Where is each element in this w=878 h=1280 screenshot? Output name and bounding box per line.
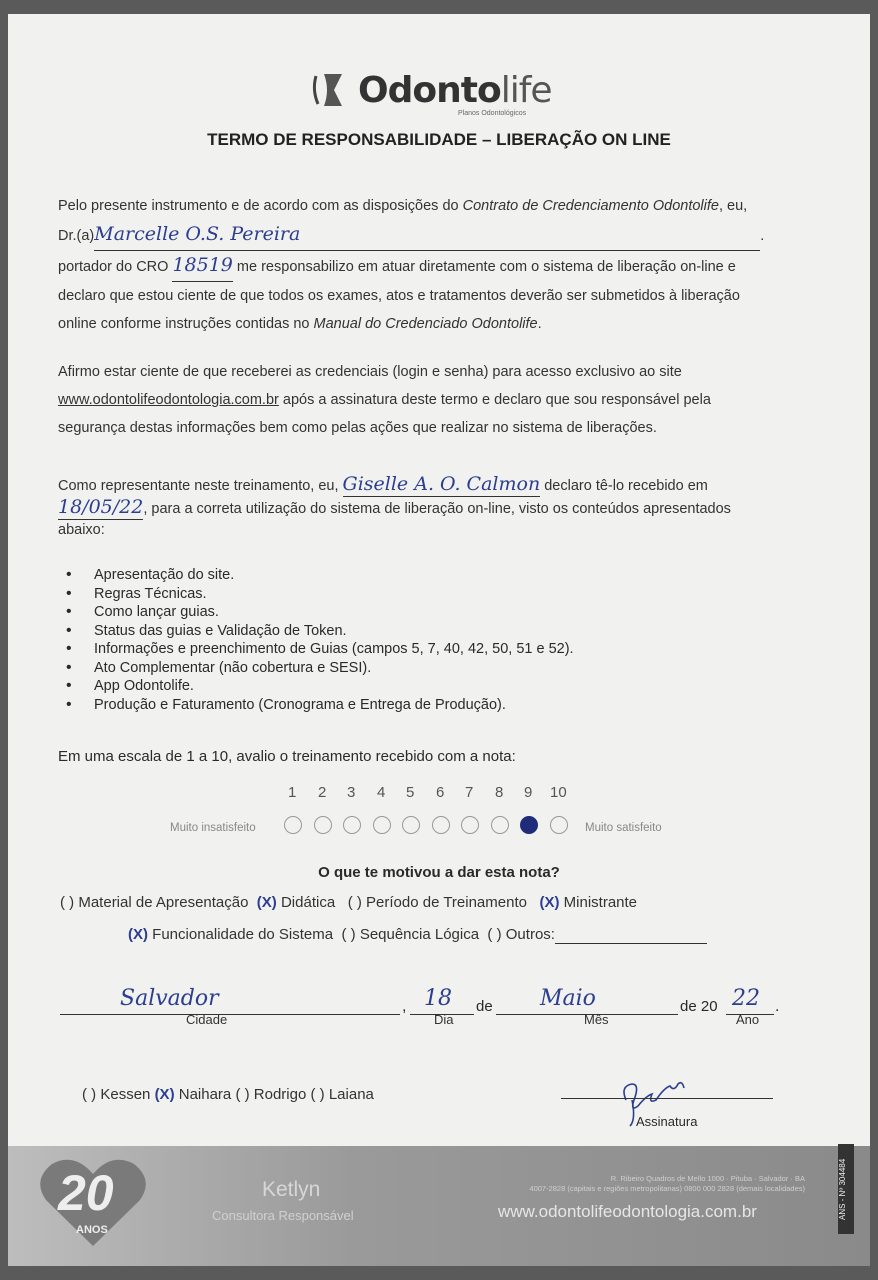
list-item: • Status das guias e Validação de Token. — [66, 622, 574, 641]
scale-number: 9 — [524, 784, 533, 801]
training-date-field: 18/05/22 — [58, 496, 144, 518]
tooth-logo-icon — [308, 68, 352, 112]
scale-number: 10 — [550, 784, 567, 801]
city-field: Salvador — [120, 986, 219, 1011]
list-item: • Informações e preenchimento de Guias (campos 5, 7, 40, 42, 50, 51 e 52). — [66, 640, 574, 659]
document-sheet: Odontolife Planos Odontológicos TERMO DE RESPONSABILIDADE – LIBERAÇÃO ON LINE Pelo presente instrumento e de acordo com as disposições do Contrato de Credenciamento Odontolife, eu, Dr.(a)Marcelle O.S. Pereira . portador do CRO 18519 me responsabilizo em atuar diretamente com o sistema de liberação on-line e declaro que estou ciente de que todos os exames, atos e tratamentos deverão ser submetidos à liberação online conforme instruções contidas no Manual do Credenciado Odontolife. Afirmo estar ciente de que receberei as credenciais (login e senha) para acesso exclusivo ao site www.odontolifeodontologia.com.br após a assinatura deste termo e declaro que sou responsável pela segurança destas informações bem como pelas ações que realizar no sistema de liberações. Como representante neste treinamento, eu, Giselle A. O. Calmon declaro tê-lo recebido em 18/05/22, para a correta utilização do sistema de liberação on-line, visto os conteúdos apresentados abaixo: • Apresentação do site. • Regras Técnicas. • Como lançar guias. • Status das guias e Validação de Token. • Informações e preenchimento de Guias (campos 5, 7, 40, 42, 50, 51 e 52). • Ato Complementar (não cobertura e SESI). • App Odontolife. • Produção e Faturamento (Cronograma e Entrega de Produção). Em uma escala de 1 a 10, avalio o treinamento recebido com a nota: 1 2 3 4 5 6 7 8 9 10 Muito insatisfeito Muito satisfeito O que te motivou a dar esta nota? ( ) Material de Apresentação (X) Didática ( ) Período de Treinamento (X) Ministrante (X) Funcionalidade do Sistema ( ) Sequência Lógica ( ) Outros: Salvador Cidade , 18 Dia de Maio Mês de 20 22 Ano . ( ) Kessen (X) Naihara ( ) Rodrigo ( ) Laiana Assinatura 20 ANOS Ketlyn Consultora Responsável R. Ribeiro Quadros de Mello 1000 · Pituba · Salvador · BA 4007-2828 (capitais e regiões metropolitanas) 0800 000 2828 (demais localidades) www.odontolifeodontologia.com.br ANS - Nº 304484 — [8, 14, 870, 1266]
city-line — [60, 1014, 400, 1015]
scale-number: 2 — [318, 784, 327, 801]
motivation-row-1: ( ) Material de Apresentação (X) Didática ( ) Período de Treinamento (X) Ministrante — [60, 894, 638, 911]
paragraph-credentials: Afirmo estar ciente de que receberei as credenciais (login e senha) para acesso exclusivo ao site www.odontolifeodontologia.com.br após a assinatura deste termo e declaro que sou responsável pela segurança destas informações bem como pelas ações que realizar no sistema de liberações. — [58, 364, 711, 436]
option-checkbox[interactable]: ( ) — [310, 1086, 325, 1103]
page-title: TERMO DE RESPONSABILIDADE – LIBERAÇÃO ON LINE — [207, 130, 671, 149]
option-checkbox[interactable]: (X) — [154, 1086, 175, 1103]
logo-tagline: Planos Odontológicos — [458, 110, 527, 117]
option-checkbox[interactable]: (X) — [539, 894, 560, 911]
cro-field: 18519 — [172, 254, 233, 276]
city-label: Cidade — [186, 1012, 228, 1027]
signature-label: Assinatura — [636, 1114, 698, 1129]
site-link[interactable]: www.odontolifeodontologia.com.br — [58, 392, 279, 408]
scale-number: 8 — [495, 784, 504, 801]
consultant-name: Ketlyn — [262, 1178, 321, 1201]
footer-site-link[interactable]: www.odontolifeodontologia.com.br — [498, 1202, 757, 1221]
list-item: • Regras Técnicas. — [66, 585, 574, 604]
day-label: Dia — [434, 1012, 454, 1027]
option-checkbox[interactable]: (X) — [256, 894, 277, 911]
scale-number: 4 — [377, 784, 386, 801]
year-label: Ano — [736, 1012, 760, 1027]
year-field: 22 — [732, 986, 760, 1011]
rating-radio-8[interactable] — [491, 816, 509, 834]
list-item: • Apresentação do site. — [66, 566, 574, 585]
scale-number: 1 — [288, 784, 297, 801]
day-field: 18 — [424, 986, 452, 1011]
list-item: • Ato Complementar (não cobertura e SESI). — [66, 659, 574, 678]
option-checkbox[interactable]: ( ) — [60, 894, 75, 911]
rating-radio-7[interactable] — [461, 816, 479, 834]
scale-number: 7 — [465, 784, 474, 801]
rating-question: Em uma escala de 1 a 10, avalio o treinamento recebido com a nota: — [58, 748, 516, 765]
consultant-options: ( ) Kessen (X) Naihara ( ) Rodrigo ( ) Laiana — [82, 1086, 374, 1103]
rating-radio-5[interactable] — [402, 816, 420, 834]
rating-radio-9[interactable] — [520, 816, 538, 834]
scale-low-label: Muito insatisfeito — [170, 822, 256, 834]
dentist-name-field: Marcelle O.S. Pereira — [94, 223, 301, 245]
logo-wordmark: Odontolife — [358, 70, 552, 111]
option-checkbox[interactable]: ( ) — [347, 894, 362, 911]
consultant-role: Consultora Responsável — [212, 1208, 354, 1223]
option-checkbox[interactable]: (X) — [128, 926, 148, 943]
scale-number: 3 — [347, 784, 356, 801]
scale-high-label: Muito satisfeito — [585, 822, 662, 834]
company-logo — [308, 62, 568, 122]
signature-line — [561, 1098, 773, 1099]
topics-list — [66, 566, 574, 714]
month-field: Maio — [540, 986, 596, 1011]
rating-radio-2[interactable] — [314, 816, 332, 834]
option-checkbox[interactable]: ( ) — [82, 1086, 97, 1103]
motivation-row-2: (X) Funcionalidade do Sistema ( ) Sequência Lógica ( ) Outros: — [128, 926, 707, 944]
anniversary-number: 20 — [58, 1165, 114, 1221]
month-label: Mês — [584, 1012, 609, 1027]
rating-radio-10[interactable] — [550, 816, 568, 834]
footer-address: R. Ribeiro Quadros de Mello 1000 · Pituba · Salvador · BA 4007-2828 (capitais e regiões metropolitanas) 0800 000 2828 (demais localidades) — [529, 1174, 805, 1193]
list-item: • Produção e Faturamento (Cronograma e Entrega de Produção). — [66, 696, 574, 715]
rating-radio-6[interactable] — [432, 816, 450, 834]
representative-name-field: Giselle A. O. Calmon — [342, 473, 541, 495]
motivation-question: O que te motivou a dar esta nota? — [318, 864, 560, 881]
option-checkbox[interactable]: ( ) — [235, 1086, 250, 1103]
option-checkbox[interactable]: ( ) — [487, 926, 502, 943]
scale-number: 5 — [406, 784, 415, 801]
anniversary-label: ANOS — [76, 1224, 108, 1236]
rating-radio-3[interactable] — [343, 816, 361, 834]
option-checkbox[interactable]: ( ) — [341, 926, 356, 943]
paragraph-representative: Como representante neste treinamento, eu, Giselle A. O. Calmon declaro tê-lo recebido em 18/05/22, para a correta utilização do sistema de liberação on-line, visto os conteúdos apresentados abaixo: — [58, 473, 731, 538]
ans-registration: ANS - Nº 304484 — [838, 1144, 854, 1234]
paragraph-intro: Pelo presente instrumento e de acordo com as disposições do Contrato de Credenciamento Odontolife, eu, Dr.(a)Marcelle O.S. Pereira . portador do CRO 18519 me responsabilizo em atuar diretamente com o sistema de liberação on-line e declaro que estou ciente de que todos os exames, atos e tratamentos deverão ser submetidos à liberação online conforme instruções contidas no Manual do Credenciado Odontolife. — [58, 198, 765, 332]
scale-number: 6 — [436, 784, 445, 801]
list-item: • App Odontolife. — [66, 677, 574, 696]
list-item: • Como lançar guias. — [66, 603, 574, 622]
rating-radio-1[interactable] — [284, 816, 302, 834]
rating-radio-4[interactable] — [373, 816, 391, 834]
